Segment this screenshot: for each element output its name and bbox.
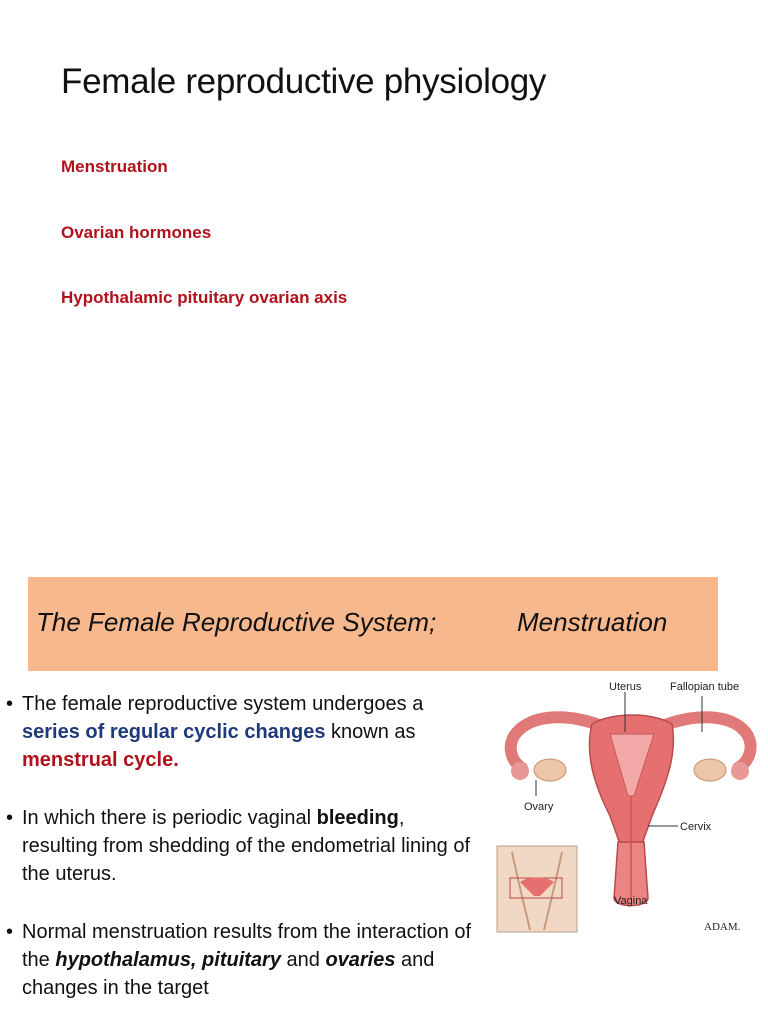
bullet-item bbox=[6, 804, 478, 888]
page-title: Female reproductive physiology bbox=[61, 62, 547, 101]
bullet-text: known as bbox=[325, 721, 416, 743]
label-vagina: Vagina bbox=[614, 895, 648, 907]
label-ovary: Ovary bbox=[524, 801, 554, 813]
figure-credit: ADAM. bbox=[704, 921, 741, 933]
bullet-list bbox=[6, 690, 478, 1032]
bullet-highlight: menstrual cycle. bbox=[22, 749, 179, 771]
bullet-text: In which there is periodic vaginal bbox=[22, 807, 317, 829]
banner-right-text: Menstruation bbox=[517, 607, 668, 637]
bullet-text: and changes in the target bbox=[22, 949, 435, 999]
bullet-highlight: bleeding bbox=[316, 807, 399, 829]
topic-menstruation: Menstruation bbox=[61, 157, 168, 176]
topic-ovarian-hormones: Ovarian hormones bbox=[61, 223, 212, 242]
bullet-dot: • bbox=[6, 921, 14, 943]
bullet-dot: • bbox=[6, 807, 14, 829]
bullet-highlight: series of regular cyclic changes bbox=[22, 721, 326, 743]
bullet-text: , resulting from shedding of the endometrial lining of the uterus. bbox=[22, 807, 471, 885]
bullet-text: The female reproductive system undergoes a bbox=[22, 693, 424, 715]
label-uterus: Uterus bbox=[609, 681, 642, 693]
bullet-highlight: hypothalamus, pituitary bbox=[55, 949, 281, 971]
topic-hpo-axis: Hypothalamic pituitary ovarian axis bbox=[61, 288, 348, 307]
bullet-text: Normal menstruation results from the interaction of the bbox=[22, 921, 472, 971]
bullet-item bbox=[6, 690, 478, 774]
uterus-anatomy-figure bbox=[492, 676, 768, 938]
bullet-highlight: ovaries bbox=[325, 949, 396, 971]
label-cervix: Cervix bbox=[680, 821, 712, 833]
banner-left-text: The Female Reproductive System; bbox=[36, 607, 437, 637]
bullet-item bbox=[6, 918, 478, 1002]
bullet-dot: • bbox=[6, 693, 14, 715]
label-fallopian-tube: Fallopian tube bbox=[670, 681, 740, 693]
section-banner bbox=[28, 577, 718, 671]
bullet-text: and bbox=[280, 949, 326, 971]
uterus-illustration bbox=[492, 676, 768, 938]
